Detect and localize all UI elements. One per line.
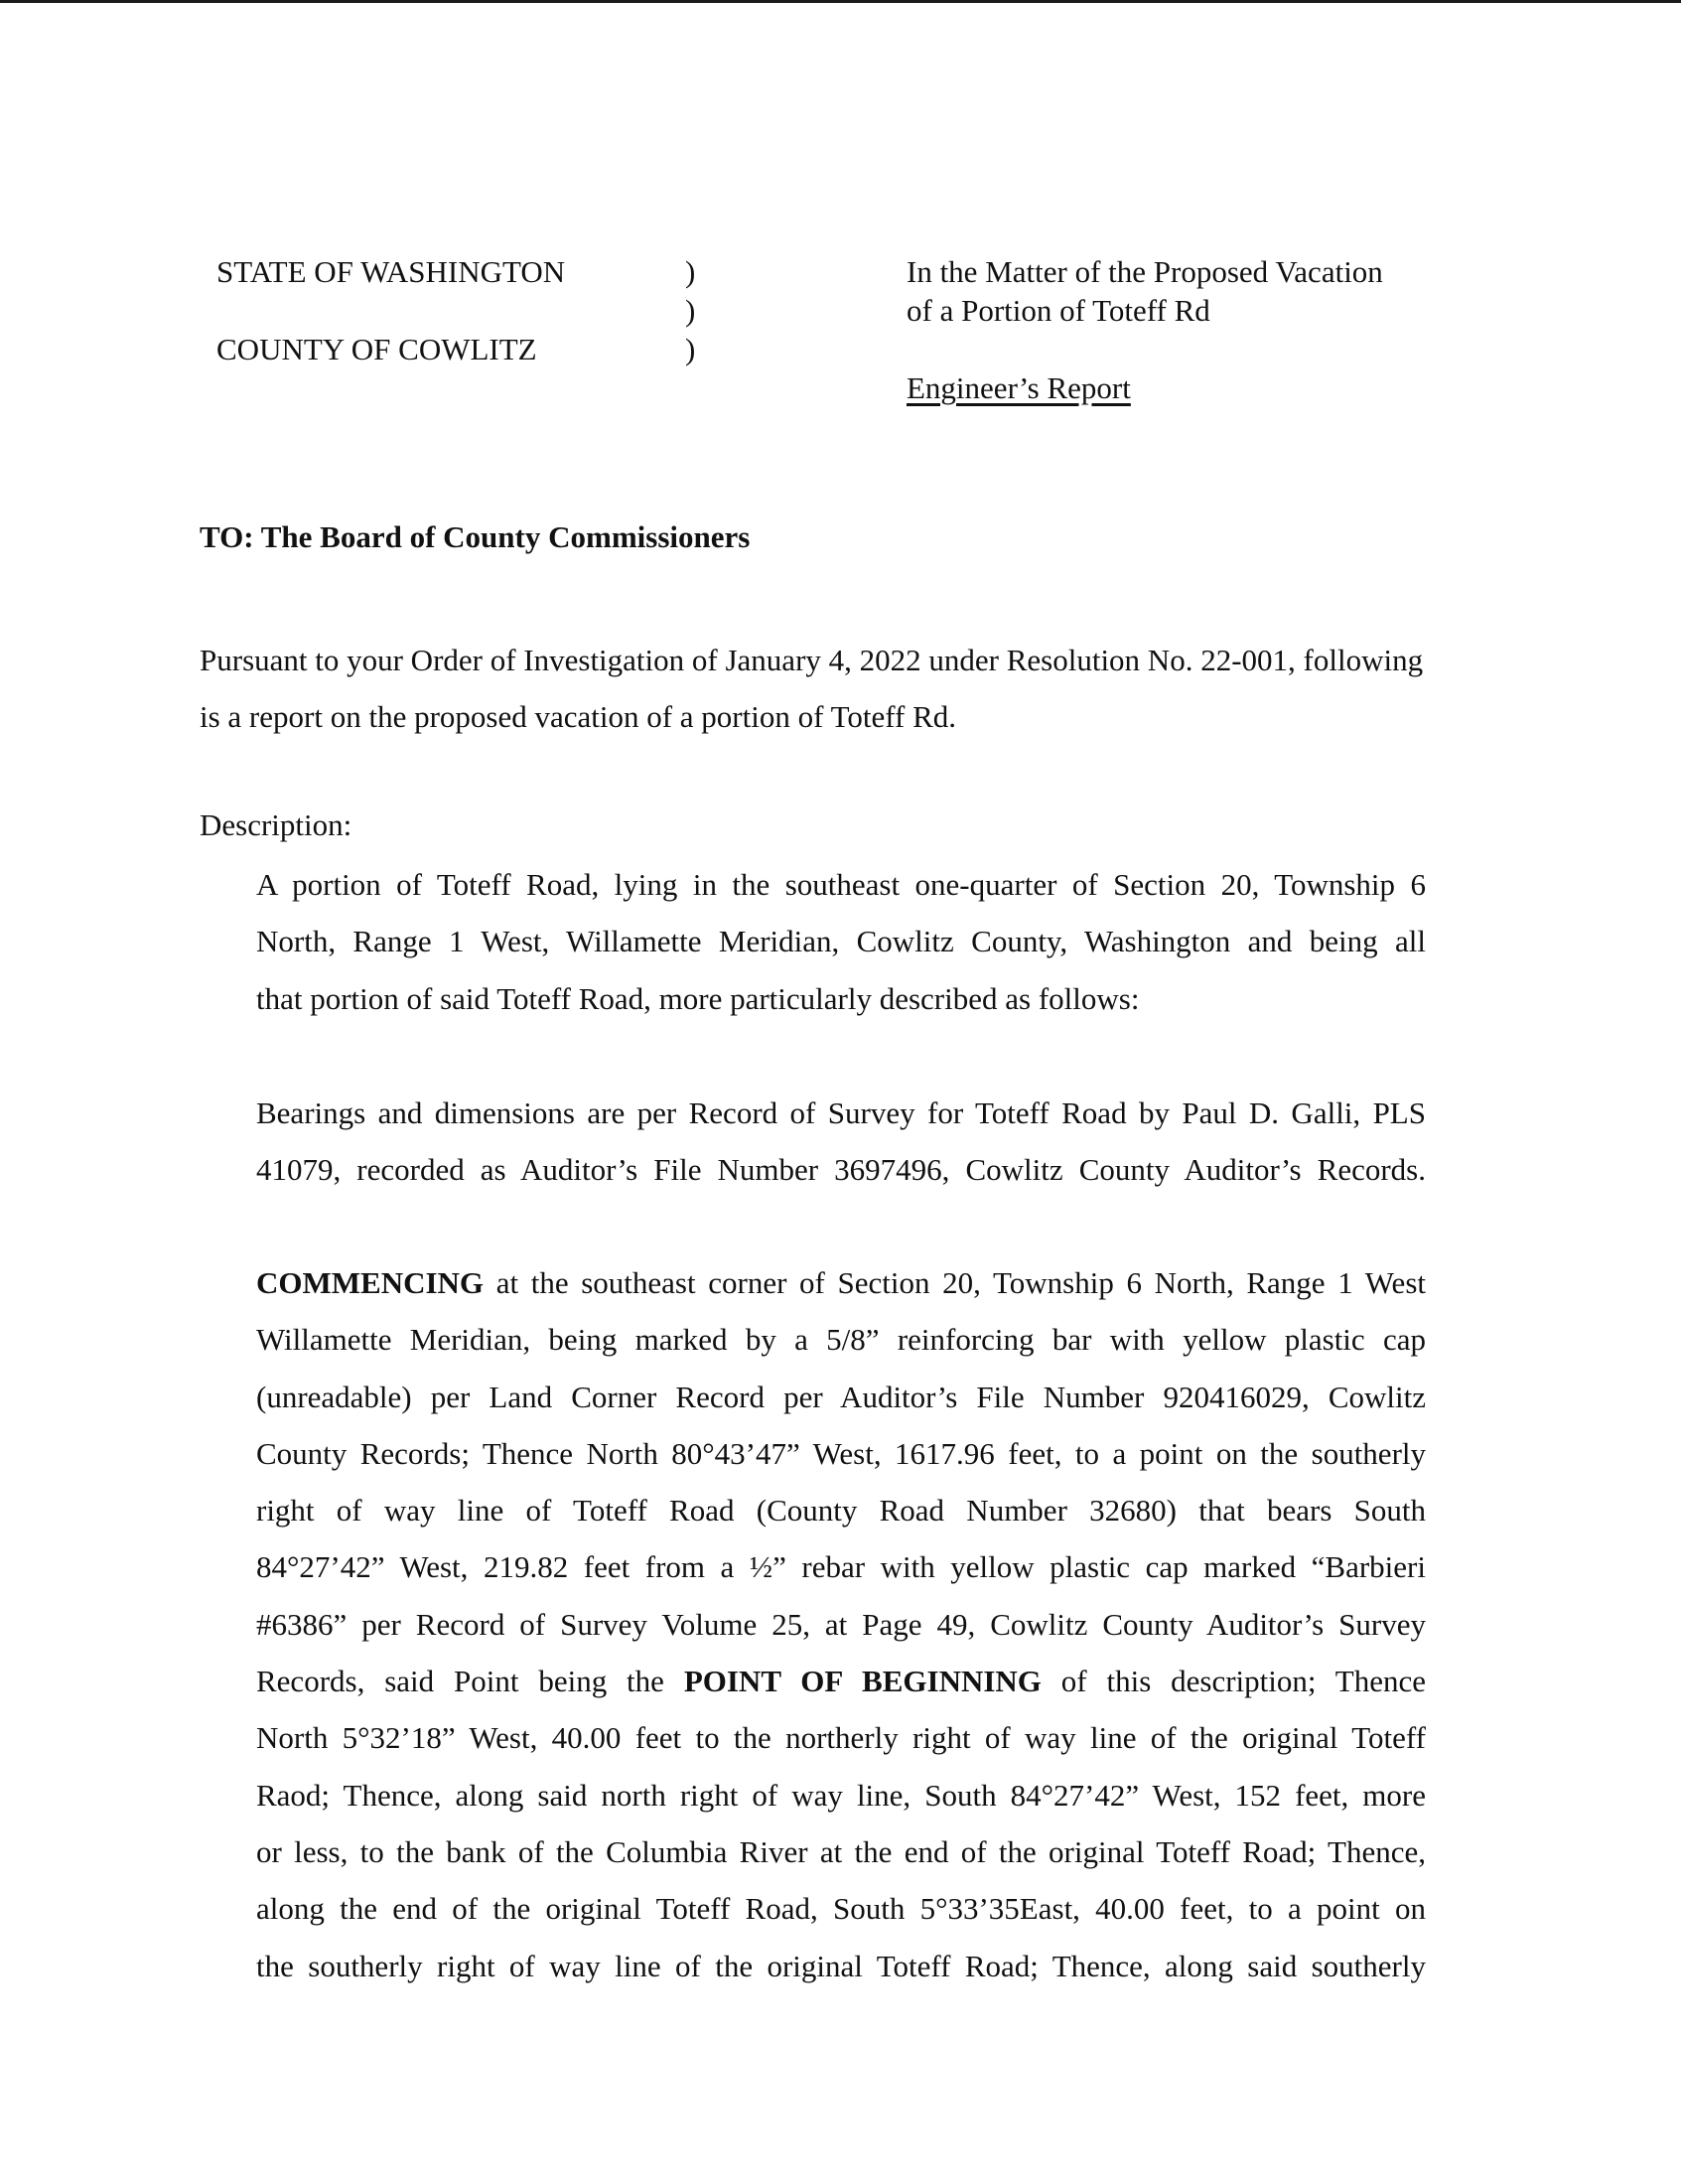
matter-line-2: of a Portion of Toteff Rd — [907, 293, 1210, 328]
p3-line-9: North 5°32’18” West, 40.00 feet to the northerly right of way line of the original Toteff — [256, 1720, 1426, 1756]
p3-line-6: 84°27’42” West, 219.82 feet from a ½” rebar with yellow plastic cap marked “Barbieri — [256, 1549, 1426, 1585]
p3-line-4: County Records; Thence North 80°43’47” West, 1617.96 feet, to a point on the southerly — [256, 1435, 1426, 1471]
p3-line-8-start: Records, said Point being the — [256, 1664, 684, 1699]
commencing-keyword: COMMENCING — [256, 1265, 485, 1300]
point-of-beginning-keyword: POINT OF BEGINNING — [683, 1664, 1042, 1699]
description-paragraph-2 — [256, 1085, 1426, 1199]
description-paragraph-3 — [256, 1254, 1426, 1994]
caption-paren-1: ) — [685, 254, 696, 289]
p3-line-12: along the end of the original Toteff Road, South 5°33’35East, 40.00 feet, to a point on — [256, 1891, 1426, 1927]
matter-line-1: In the Matter of the Proposed Vacation — [907, 254, 1383, 289]
description-paragraph-1 — [256, 856, 1426, 1027]
page-top-rule — [0, 0, 1681, 3]
caption-paren-2: ) — [685, 293, 696, 328]
p3-line-8 — [256, 1653, 1426, 1709]
p1-line-2: North, Range 1 West, Willamette Meridian, Cowlitz County, Washington and being all — [256, 924, 1426, 959]
caption-paren-3: ) — [685, 332, 696, 366]
p1-line-1: A portion of Toteff Road, lying in the southeast one-quarter of Section 20, Township 6 — [256, 867, 1426, 902]
caption-spacer — [216, 291, 565, 330]
report-title: Engineer’s Report — [907, 370, 1131, 405]
intro-line-1: Pursuant to your Order of Investigation of January 4, 2022 under Resolution No. 22-001, following — [200, 643, 1424, 677]
caption-jurisdiction — [216, 252, 565, 368]
caption-state: STATE OF WASHINGTON — [216, 254, 566, 289]
p3-line-3: (unreadable) per Land Corner Record per Auditor’s File Number 920416029, Cowlitz — [256, 1379, 1426, 1414]
intro-line-2: is a report on the proposed vacation of a portion of Toteff Rd. — [200, 699, 957, 734]
p3-line-1-text: at the southeast corner of Section 20, Township 6 North, Range 1 West — [484, 1265, 1426, 1300]
p3-line-2: Willamette Meridian, being marked by a 5/8” reinforcing bar with yellow plastic cap — [256, 1322, 1426, 1358]
p3-line-13: the southerly right of way line of the original Toteff Road; Thence, along said southerly — [256, 1948, 1426, 1983]
addressee-heading: TO: The Board of County Commissioners — [200, 519, 751, 554]
description-heading: Description: — [200, 807, 352, 842]
p3-line-1 — [256, 1254, 1426, 1311]
p3-line-8-end: of this description; Thence — [1041, 1664, 1427, 1699]
p1-line-3: that portion of said Toteff Road, more particularly described as follows: — [256, 980, 1140, 1016]
caption-parentheses — [685, 252, 695, 368]
p2-line-1: Bearings and dimensions are per Record of Survey for Toteff Road by Paul D. Galli, PLS — [256, 1095, 1426, 1130]
caption-county: COUNTY OF COWLITZ — [216, 332, 537, 366]
p2-line-2: 41079, recorded as Auditor’s File Number 3697496, Cowlitz County Auditor’s Records. — [256, 1152, 1426, 1188]
p3-line-5: right of way line of Toteff Road (County Road Number 32680) that bears South — [256, 1493, 1426, 1529]
p3-line-11: or less, to the bank of the Columbia River at the end of the original Toteff Road; Thence, — [256, 1833, 1426, 1869]
p3-line-7: #6386” per Record of Survey Volume 25, at Page 49, Cowlitz County Auditor’s Survey — [256, 1606, 1426, 1642]
intro-paragraph — [200, 632, 1490, 745]
caption-matter — [907, 252, 1383, 407]
p3-line-10: Raod; Thence, along said north right of way line, South 84°27’42” West, 152 feet, more — [256, 1777, 1426, 1813]
